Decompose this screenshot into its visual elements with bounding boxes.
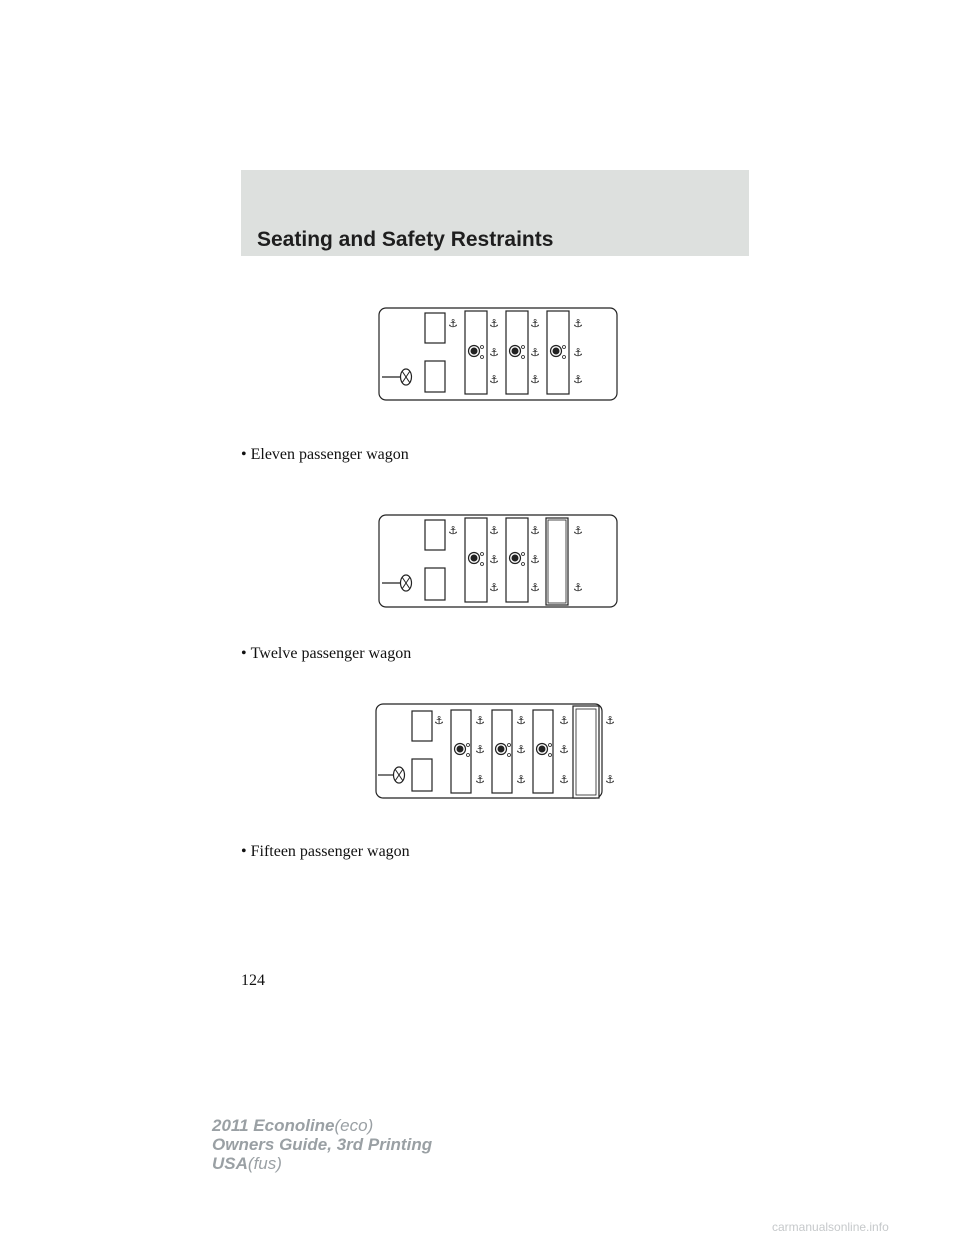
- svg-text:⚓: ⚓: [475, 743, 485, 756]
- footer-region-line: [212, 1154, 432, 1173]
- svg-text:⚓: ⚓: [573, 524, 583, 537]
- footer-model-line: [212, 1116, 432, 1135]
- svg-text:⚓: ⚓: [530, 317, 540, 330]
- svg-text:⚓: ⚓: [530, 524, 540, 537]
- bullet-icon: •: [241, 645, 247, 662]
- front-seat-passenger: [425, 520, 445, 550]
- svg-text:⚓: ⚓: [530, 581, 540, 594]
- footer-model: 2011 Econoline: [212, 1116, 335, 1135]
- caption-text: Twelve passenger wagon: [250, 645, 412, 662]
- section-header: [241, 170, 749, 256]
- svg-text:⚓: ⚓: [573, 373, 583, 386]
- twelve-passenger-seating-diagram: [378, 514, 618, 608]
- caption-fifteen-passenger: [241, 843, 410, 861]
- svg-text:⚓: ⚓: [573, 581, 583, 594]
- svg-text:⚓: ⚓: [489, 553, 499, 566]
- svg-text:⚓: ⚓: [489, 317, 499, 330]
- section-title: Seating and Safety Restraints: [257, 228, 554, 251]
- footer-guide: Owners Guide, 3rd Printing: [212, 1135, 433, 1154]
- caption-text: Eleven passenger wagon: [250, 446, 409, 463]
- svg-text:⚓: ⚓: [475, 714, 485, 727]
- watermark: carmanualsonline.info: [772, 1220, 889, 1234]
- svg-text:⚓: ⚓: [448, 317, 458, 330]
- svg-text:⚓: ⚓: [559, 773, 569, 786]
- document-footer: [212, 1116, 432, 1173]
- svg-text:⚓: ⚓: [489, 373, 499, 386]
- eleven-passenger-seating-diagram: [378, 307, 618, 401]
- front-seat-passenger: [412, 711, 432, 741]
- svg-text:⚓: ⚓: [516, 773, 526, 786]
- front-seat-driver: [425, 361, 445, 392]
- rear-bench-seat: [573, 706, 599, 798]
- footer-region: USA: [212, 1154, 248, 1173]
- svg-text:⚓: ⚓: [489, 346, 499, 359]
- svg-text:⚓: ⚓: [448, 524, 458, 537]
- svg-text:⚓: ⚓: [489, 581, 499, 594]
- bullet-icon: •: [241, 843, 247, 860]
- svg-text:⚓: ⚓: [530, 553, 540, 566]
- svg-text:⚓: ⚓: [489, 524, 499, 537]
- svg-text:⚓: ⚓: [605, 714, 615, 727]
- svg-text:⚓: ⚓: [605, 773, 615, 786]
- svg-text:⚓: ⚓: [516, 743, 526, 756]
- caption-twelve-passenger: [241, 645, 411, 663]
- fifteen-passenger-seating-diagram: [374, 701, 622, 801]
- svg-text:⚓: ⚓: [559, 714, 569, 727]
- page-number: 124: [241, 972, 265, 989]
- svg-text:⚓: ⚓: [530, 373, 540, 386]
- caption-eleven-passenger: [241, 446, 409, 464]
- svg-text:⚓: ⚓: [559, 743, 569, 756]
- footer-region-code: (fus): [247, 1154, 282, 1173]
- svg-text:⚓: ⚓: [434, 714, 444, 727]
- svg-text:⚓: ⚓: [530, 346, 540, 359]
- front-seat-driver: [425, 568, 445, 600]
- svg-text:⚓: ⚓: [516, 714, 526, 727]
- bullet-icon: •: [241, 446, 247, 463]
- rear-bench-seat: [546, 518, 568, 605]
- footer-model-code: (eco): [334, 1116, 374, 1135]
- svg-text:⚓: ⚓: [573, 317, 583, 330]
- caption-text: Fifteen passenger wagon: [250, 843, 410, 860]
- front-seat-driver: [412, 759, 432, 791]
- svg-text:⚓: ⚓: [573, 346, 583, 359]
- front-seat-passenger: [425, 313, 445, 343]
- svg-text:⚓: ⚓: [475, 773, 485, 786]
